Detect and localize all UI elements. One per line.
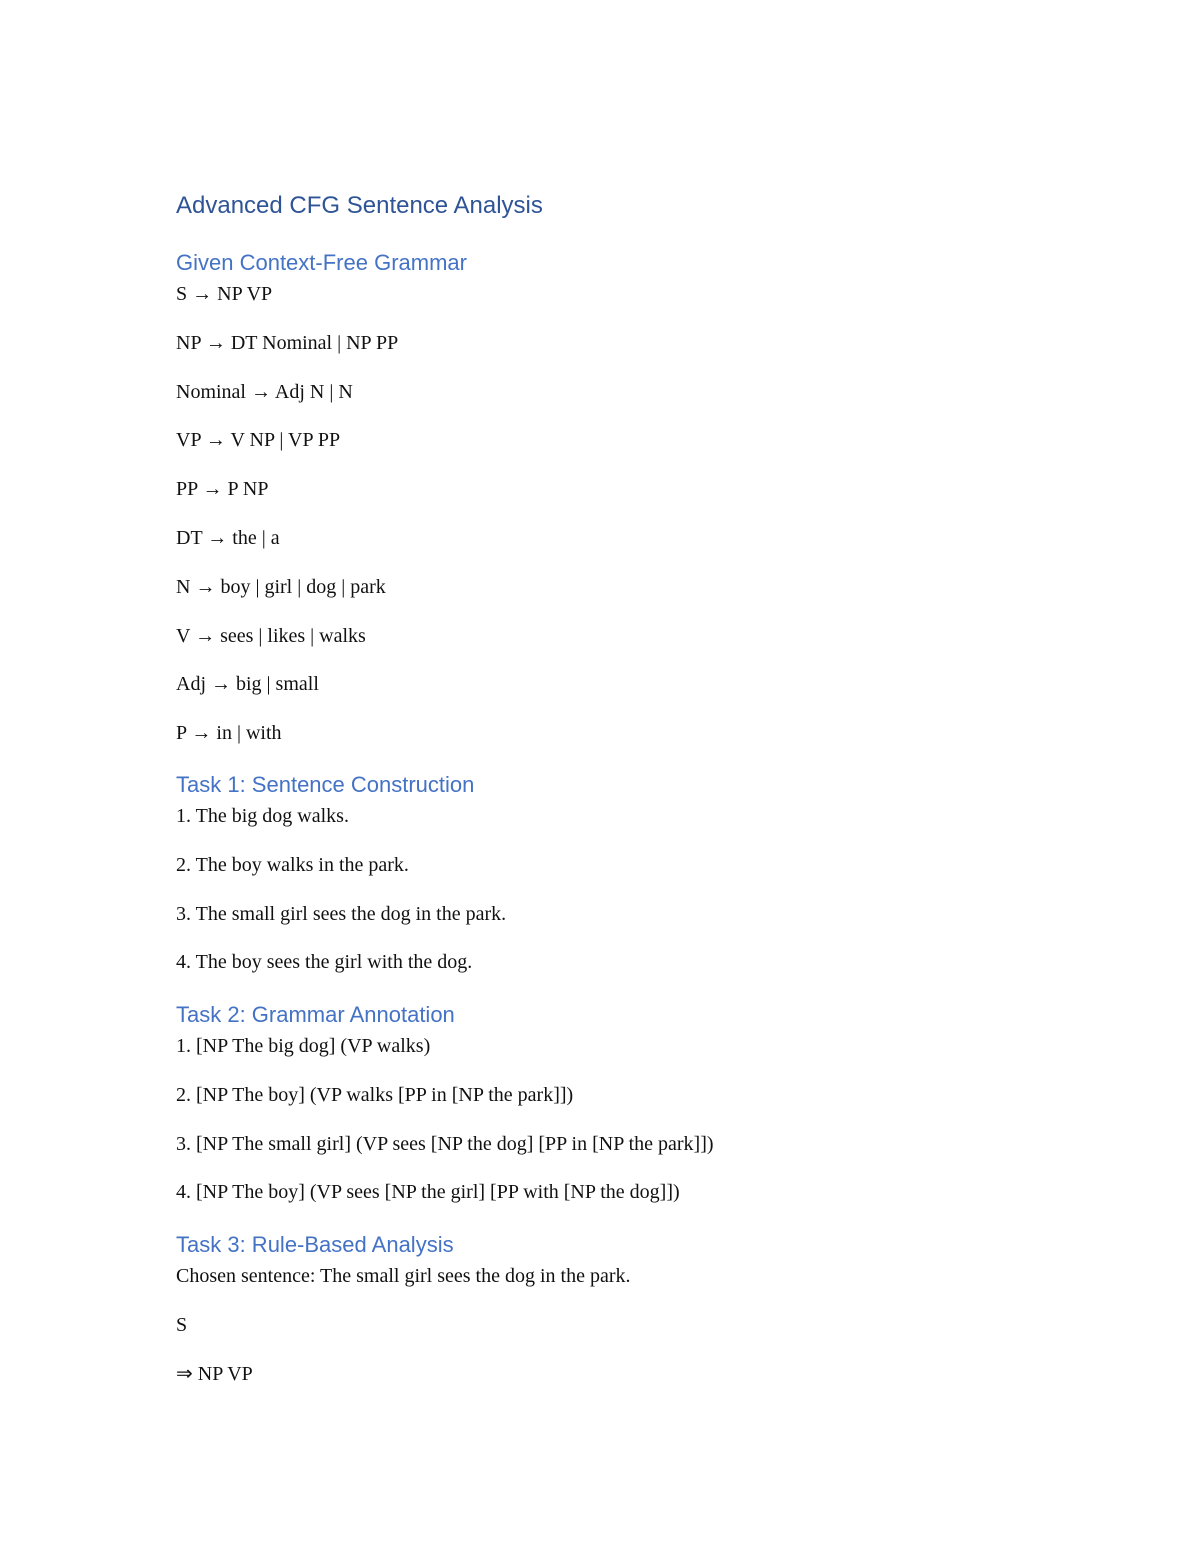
grammar-rule: DT → the | a	[176, 526, 280, 549]
grammar-rule: P → in | with	[176, 722, 282, 745]
sentence-item: 4. The boy sees the girl with the dog.	[176, 951, 473, 974]
grammar-rule: NP → DT Nominal | NP PP	[176, 331, 399, 354]
derivation-step: S	[176, 1313, 188, 1336]
task2-heading: Task 2: Grammar Annotation	[176, 1002, 455, 1027]
annotation-item: 2. [NP The boy] (VP walks [PP in [NP the park]])	[176, 1083, 574, 1106]
sentence-item: 2. The boy walks in the park.	[176, 853, 409, 876]
grammar-rule: S → NP VP	[176, 283, 273, 305]
task3-heading: Task 3: Rule-Based Analysis	[176, 1232, 454, 1257]
grammar-rule: Nominal → Adj N | N	[176, 380, 353, 403]
sentence-item: 1. The big dog walks.	[176, 805, 349, 827]
derivation-step: ⇒ NP VP	[176, 1362, 253, 1385]
document-title: Advanced CFG Sentence Analysis	[176, 192, 543, 219]
annotation-item: 3. [NP The small girl] (VP sees [NP the dog] [PP in [NP the park]])	[176, 1132, 714, 1155]
task1-section	[176, 770, 1076, 975]
grammar-rule: VP → V NP | VP PP	[176, 429, 341, 452]
task1-heading: Task 1: Sentence Construction	[176, 772, 475, 797]
grammar-rule: Adj → big | small	[176, 673, 319, 696]
task3-section	[176, 1230, 1076, 1387]
grammar-rule: N → boy | girl | dog | park	[176, 575, 386, 598]
grammar-heading: Given Context-Free Grammar	[176, 250, 467, 275]
grammar-rule: V → sees | likes | walks	[176, 624, 366, 647]
annotation-item: 4. [NP The boy] (VP sees [NP the girl] [PP with [NP the dog]])	[176, 1181, 680, 1204]
grammar-section	[176, 248, 1076, 746]
annotation-item: 1. [NP The big dog] (VP walks)	[176, 1035, 431, 1057]
chosen-sentence: Chosen sentence: The small girl sees the dog in the park.	[176, 1265, 631, 1287]
task2-section	[176, 1000, 1076, 1205]
sentence-item: 3. The small girl sees the dog in the park.	[176, 902, 507, 925]
grammar-rule: PP → P NP	[176, 478, 269, 501]
